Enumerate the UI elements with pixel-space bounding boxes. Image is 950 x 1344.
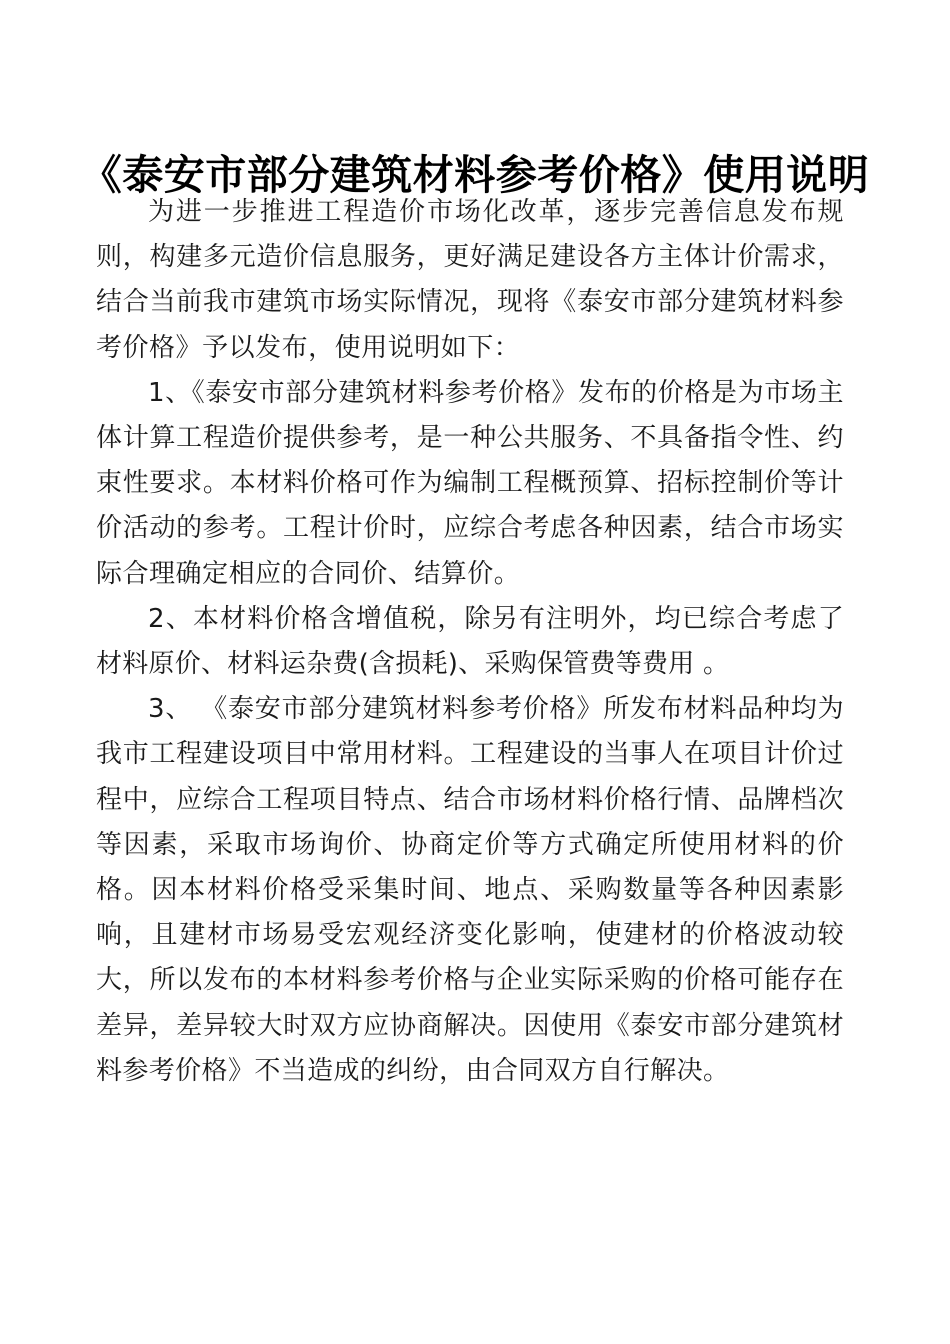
paragraph-intro: 为进一步推进工程造价市场化改革，逐步完善信息发布规则，构建多元造价信息服务，更好满足建设各方主体计价需求，结合当前我市建筑市场实际情况，现将《泰安市部分建筑材料参考价格》予以发布，使用说明如下： [96,197,844,363]
page-title: 《泰安市部分建筑材料参考价格》使用说明 [80,151,870,200]
paragraph-item-3: 3、 《泰安市部分建筑材料参考价格》所发布材料品种均为我市工程建设项目中常用材料。工程建设的当事人在项目计价过程中，应综合工程项目特点、结合市场材料价格行情、品牌档次等因素，采取市场询价、协商定价等方式确定所使用材料的价格。因本材料价格受采集时间、地点、采购数量等各种因素影响，且建材市场易受宏观经济变化影响，使建材的价格波动较大，所以发布的本材料参考价格与企业实际采购的价格可能存在差异，差异较大时双方应协商解决。因使用《泰安市部分建筑材料参考价格》不当造成的纠纷，由合同双方自行解决。 [96,694,844,1086]
paragraph-item-1: 1、《泰安市部分建筑材料参考价格》发布的价格是为市场主体计算工程造价提供参考，是一种公共服务、不具备指令性、约束性要求。本材料价格可作为编制工程概预算、招标控制价等计价活动的参考。工程计价时，应综合考虑各种因素，结合市场实际合理确定相应的合同价、结算价。 [96,377,844,589]
paragraph-item-2: 2、本材料价格含增值税，除另有注明外，均已综合考虑了材料原价、材料运杂费(含损耗)、采购保管费等费用 。 [96,603,844,680]
document-body [96,190,844,1094]
